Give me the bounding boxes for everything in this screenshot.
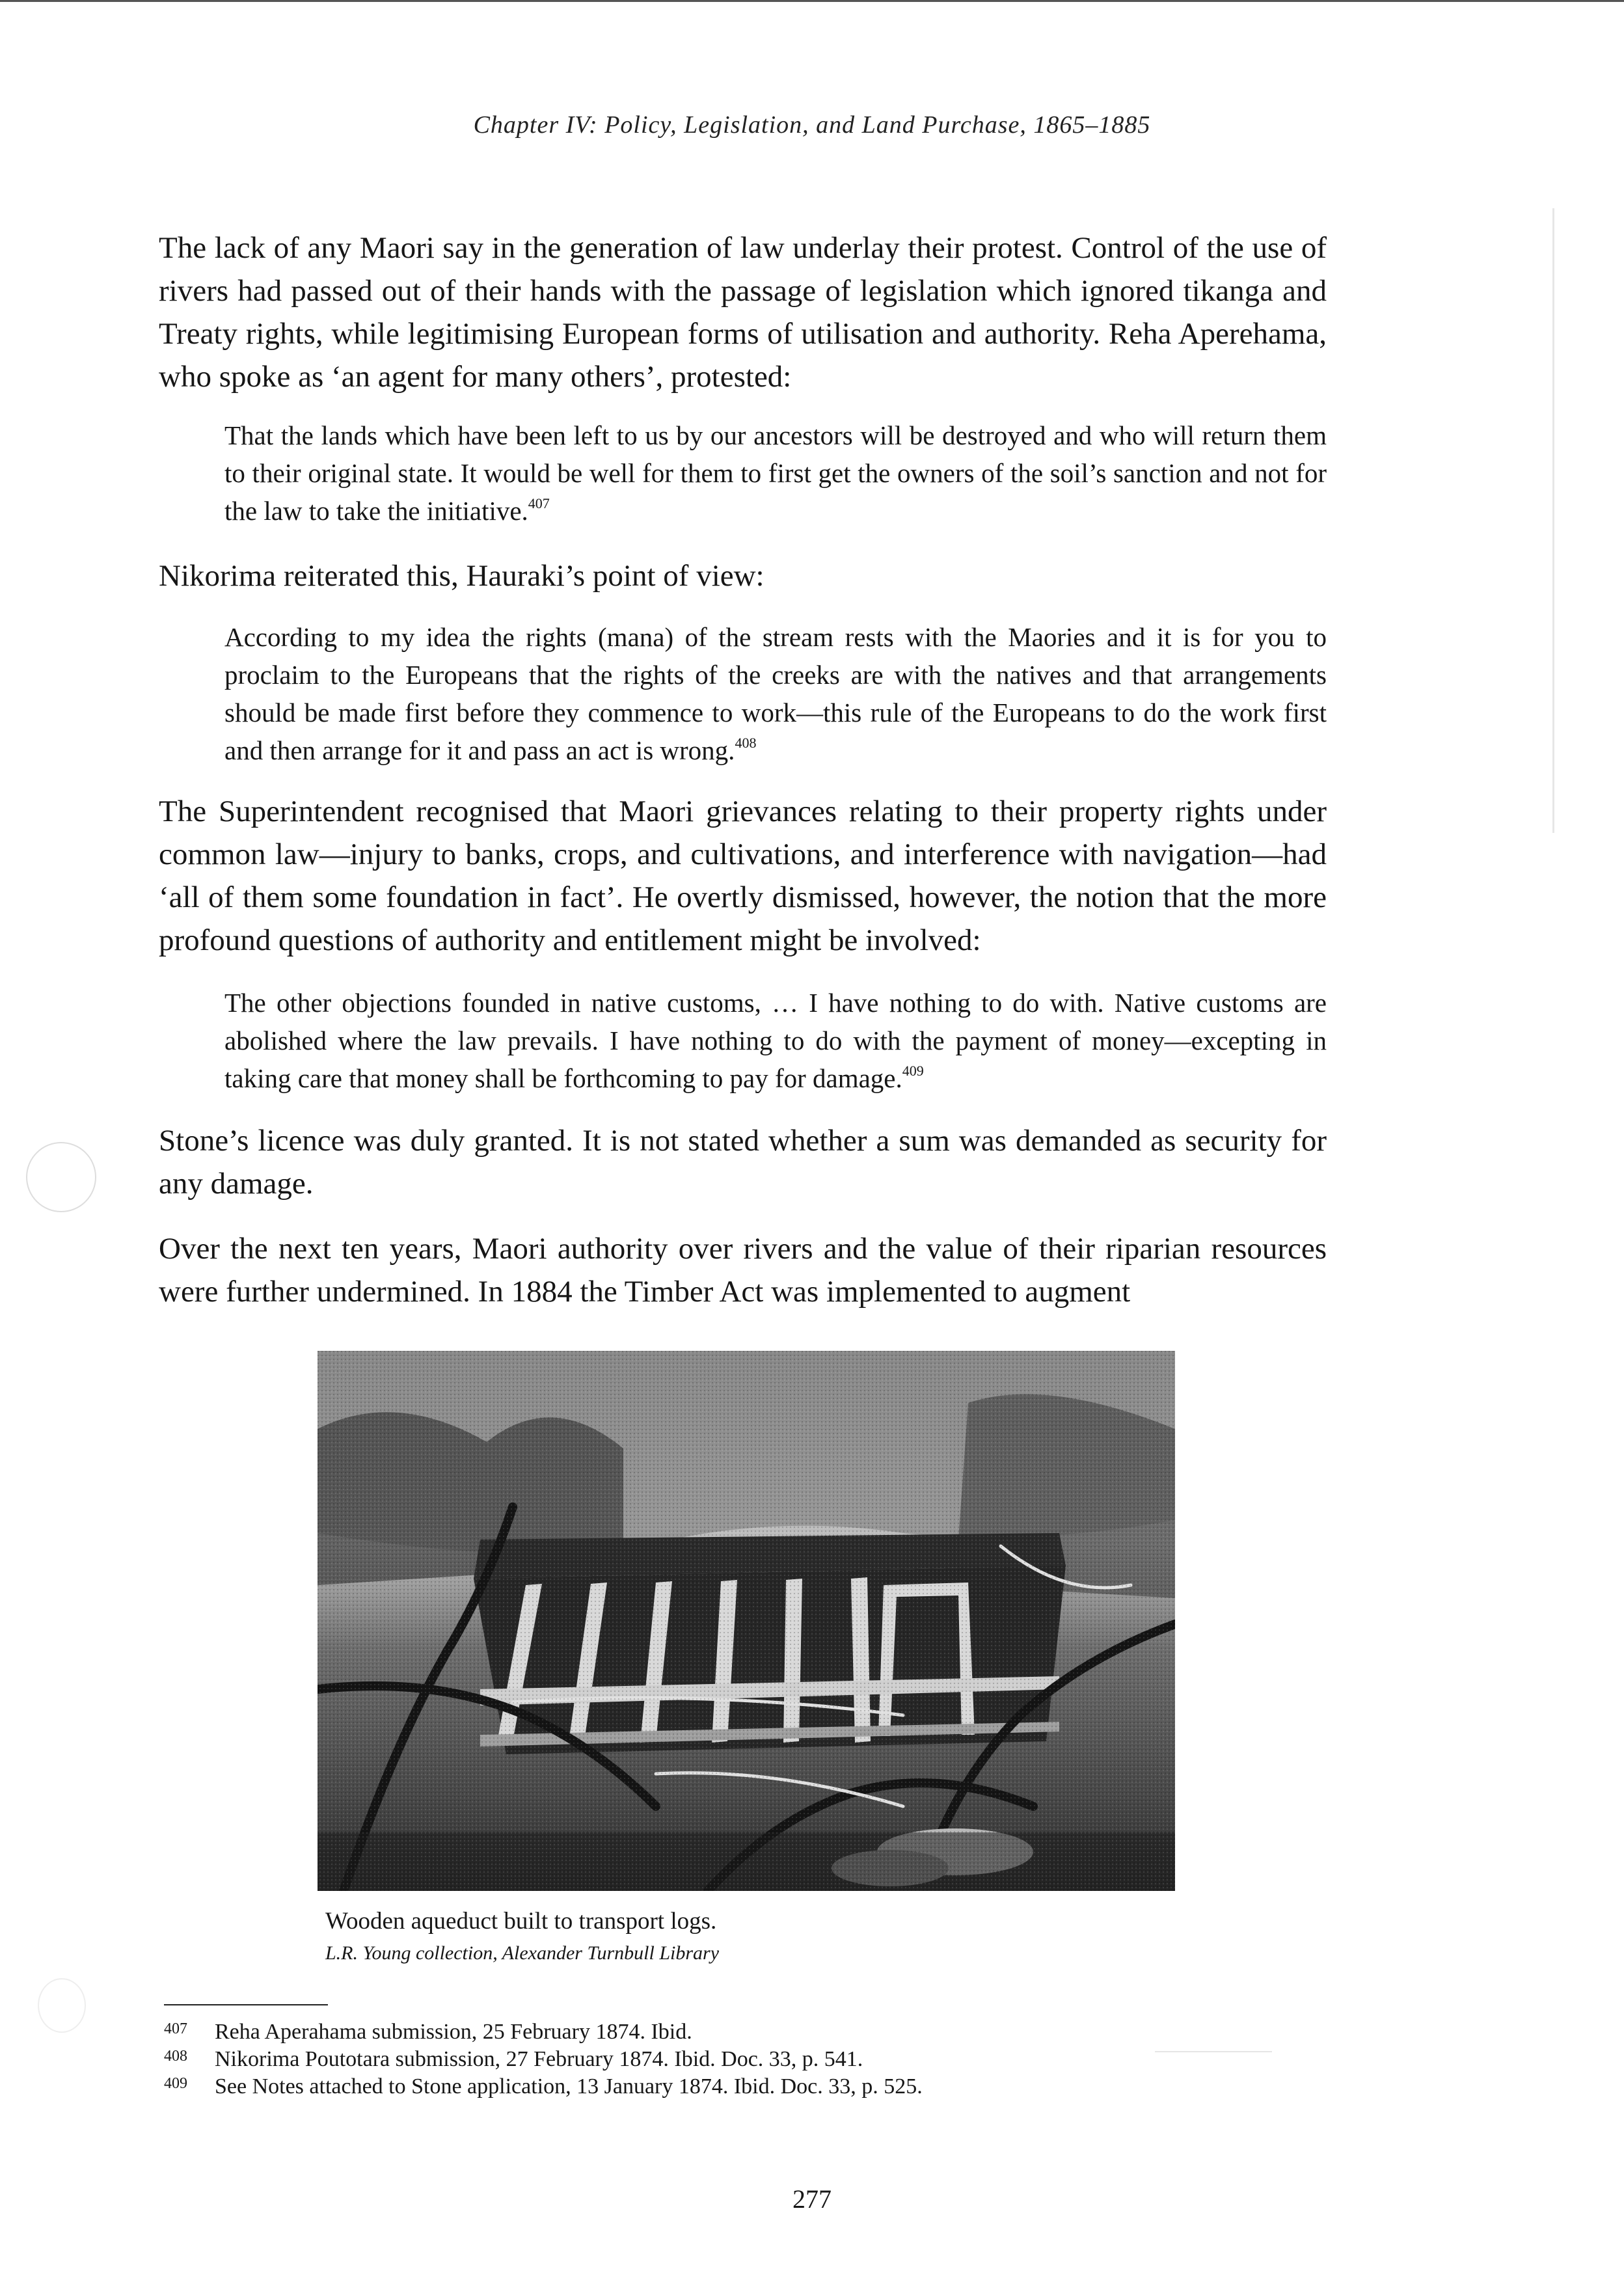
footnote-number: 408 [164, 2048, 187, 2065]
scan-smudge [1155, 2051, 1272, 2052]
punch-hole-mark [26, 1142, 96, 1212]
scan-edge-mark [1552, 208, 1554, 833]
footnote-ref-409[interactable]: 409 [902, 1063, 924, 1079]
quote-text: That the lands which have been left to us by our ancestors will be destroyed and who will return them to their original state. It would be well for them to first get the owners of the soil’s sanction and not for the law to take the initiative. [224, 420, 1327, 526]
paragraph-2: Nikorima reiterated this, Hauraki’s point of view: [159, 559, 765, 593]
figure-credit: L.R. Young collection, Alexander Turnbull Library [325, 1942, 720, 1964]
page-number: 277 [792, 2184, 832, 2214]
footnote-text: Reha Aperahama submission, 25 February 1874. Ibid. [215, 2020, 692, 2044]
quote-text: According to my idea the rights (mana) of the stream rests with the Maories and it is for you to proclaim to the Europeans that the rights of the creeks are with the natives and that arrangements should be made first before they commence to work—this rule of the Europeans to do the work first and then arrange for it and pass an act is wrong. [224, 622, 1327, 765]
footnote-409 [164, 2071, 923, 2100]
aqueduct-photograph [318, 1351, 1175, 1891]
punch-hole-mark [38, 1978, 86, 2033]
footnote-text: Nikorima Poutotara submission, 27 February 1874. Ibid. Doc. 33, p. 541. [215, 2047, 863, 2071]
figure-caption: Wooden aqueduct built to transport logs. [325, 1908, 717, 1935]
footnote-text: See Notes attached to Stone application, 13 January 1874. Ibid. Doc. 33, p. 525. [215, 2074, 923, 2099]
paragraph-5: Over the next ten years, Maori authority over rivers and the value of their riparian resources were further undermined. In 1884 the Timber Act was implemented to augment [159, 1232, 1327, 1309]
paragraph-3: The Superintendent recognised that Maori grievances relating to their property rights under common law—injury to banks, crops, and cultivations, and interference with navigation—had ‘all of them some foundation in fact’. He overtly dismissed, however, the notion that the more profound questions of authority and entitlement might be involved: [159, 795, 1327, 957]
footnote-rule [164, 2004, 328, 2005]
block-quote-2 [224, 618, 1327, 769]
footnote-ref-408[interactable]: 408 [735, 735, 757, 751]
block-quote-3 [224, 984, 1327, 1097]
running-head: Chapter IV: Policy, Legislation, and Land Purchase, 1865–1885 [473, 111, 1151, 139]
footnote-number: 407 [164, 2020, 187, 2037]
footnote-ref-407[interactable]: 407 [528, 495, 550, 511]
paragraph-4: Stone’s licence was duly granted. It is not stated whether a sum was demanded as security for any damage. [159, 1124, 1327, 1201]
footnote-407 [164, 2016, 692, 2045]
scan-top-edge [0, 0, 1624, 2]
quote-text: The other objections founded in native customs, … I have nothing to do with. Native customs are abolished where the law prevails. I have nothing to do with the payment of money—excepting in taking care that money shall be forthcoming to pay for damage. [224, 988, 1327, 1093]
footnote-number: 409 [164, 2075, 187, 2092]
paragraph-1: The lack of any Maori say in the generation of law underlay their protest. Control of the use of rivers had passed out of their hands with the passage of legislation which ignored tikanga and Treaty rights, while legitimising European forms of utilisation and authority. Reha Aperehama, who spoke as ‘an agent for many others’, protested: [159, 231, 1327, 394]
block-quote-1 [224, 416, 1327, 530]
footnote-408 [164, 2043, 863, 2072]
